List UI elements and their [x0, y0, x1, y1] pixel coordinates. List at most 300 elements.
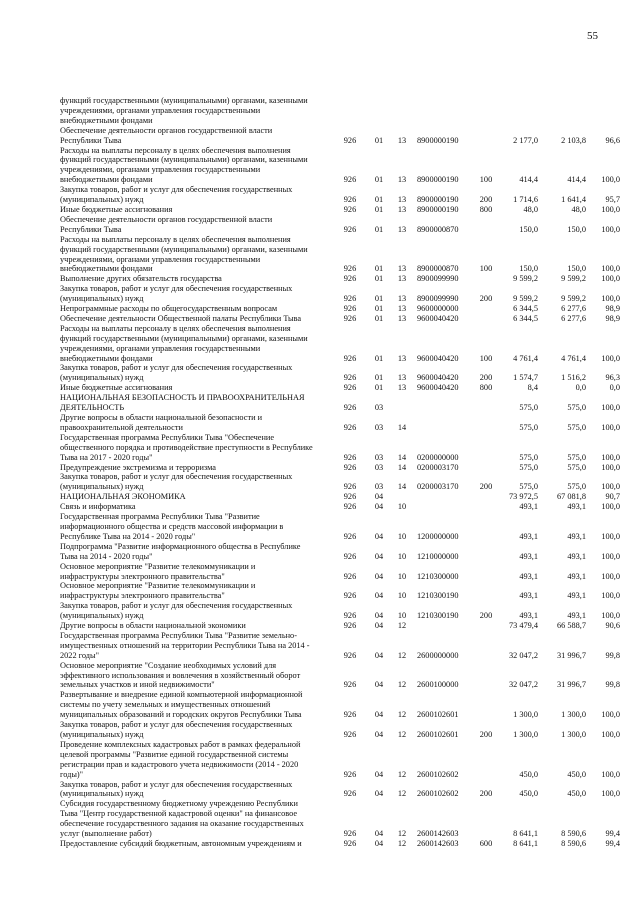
planned-amount-cell: 575,0 [519, 422, 538, 432]
execution-percent-cell: 100,0 [601, 204, 620, 214]
expense-name-cell [60, 720, 332, 740]
executed-amount-cell: 9 599,2 [561, 294, 586, 304]
expense-name-line: Государственная программа Республики Тыва "Обеспечение [60, 432, 275, 442]
expense-name-line: Закупка товаров, работ и услуг для обеспечения государственных [60, 601, 293, 611]
expense-type-cell: 100 [479, 264, 493, 274]
table-row [60, 96, 620, 126]
executed-amount-cell: 575,0 [567, 482, 586, 492]
admin-code-cell: 926 [343, 769, 357, 779]
admin-code-cell: 926 [343, 571, 357, 581]
table-row [60, 126, 620, 146]
table-row [60, 780, 620, 800]
admin-code-cell: 926 [343, 591, 357, 601]
executed-amount-cell: 1 300,0 [561, 710, 586, 720]
section-code-cell: 01 [374, 224, 384, 234]
subsection-code-cell: 12 [397, 730, 407, 739]
table-row [60, 205, 620, 215]
expense-name-cell [60, 314, 332, 324]
executed-amount-cell: 8 590,6 [561, 838, 586, 848]
expense-name-cell [60, 542, 332, 562]
planned-amount-cell: 1 300,0 [513, 730, 538, 739]
table-row [60, 393, 620, 413]
table-row [60, 740, 620, 780]
expense-type-cell: 800 [479, 383, 493, 393]
expense-name-cell [60, 463, 332, 473]
executed-amount-cell: 493,1 [567, 611, 586, 621]
target-article-cell: 0200003170 [417, 482, 459, 492]
executed-amount-cell: 575,0 [567, 462, 586, 472]
expense-name-cell [60, 363, 332, 383]
expense-name-line: Иные бюджетные ассигнования [60, 204, 173, 214]
target-article-cell: 9600040420 [417, 373, 459, 383]
execution-percent-cell: 100,0 [601, 353, 620, 363]
expense-name-cell [60, 780, 332, 800]
expense-name-line: регистрации прав и кадастрового учета недвижимости (2014 - 2020 [60, 759, 299, 769]
execution-percent-cell: 98,9 [605, 313, 620, 323]
section-code-cell: 01 [374, 175, 384, 185]
executed-amount-cell: 31 996,7 [556, 680, 586, 690]
executed-amount-cell: 575,0 [567, 422, 586, 432]
expense-name-cell [60, 393, 332, 413]
table-row [60, 562, 620, 582]
target-article-cell: 0200000000 [417, 452, 459, 462]
table-row [60, 146, 620, 186]
expense-type-cell: 200 [479, 373, 493, 383]
budget-table [60, 96, 620, 849]
table-row [60, 720, 620, 740]
section-code-cell: 04 [374, 789, 384, 799]
planned-amount-cell: 1 574,7 [513, 373, 538, 383]
executed-amount-cell: 493,1 [567, 502, 586, 512]
table-row [60, 542, 620, 562]
table-row [60, 492, 620, 502]
subsection-code-cell: 12 [397, 829, 407, 839]
admin-code-cell: 926 [343, 135, 357, 145]
planned-amount-cell: 493,1 [519, 611, 538, 621]
expense-name-cell [60, 690, 332, 720]
execution-percent-cell: 100,0 [601, 175, 620, 185]
section-code-cell: 01 [374, 195, 384, 205]
section-code-cell: 04 [374, 531, 384, 541]
target-article-cell: 9600040420 [417, 313, 459, 323]
table-row [60, 512, 620, 542]
expense-name-cell [60, 215, 332, 235]
expense-name-cell [60, 562, 332, 582]
target-article-cell: 8900000190 [417, 175, 459, 185]
execution-percent-cell: 100,0 [601, 462, 620, 472]
expense-type-cell: 100 [479, 175, 493, 185]
table-row [60, 631, 620, 661]
section-code-cell: 03 [374, 452, 384, 462]
executed-amount-cell: 6 277,6 [561, 304, 586, 314]
expense-name-cell [60, 304, 332, 314]
expense-name-line: Закупка товаров, работ и услуг для обеспечения государственных [60, 363, 293, 373]
planned-amount-cell: 575,0 [519, 452, 538, 462]
section-code-cell: 01 [374, 204, 384, 214]
planned-amount-cell: 8,4 [527, 383, 538, 393]
subsection-code-cell: 12 [397, 650, 407, 660]
expense-name-line: Тыва "Центр государственной кадастровой оценки" на финансовое [60, 809, 298, 819]
table-row [60, 314, 620, 324]
section-code-cell: 04 [374, 502, 384, 512]
expense-name-cell [60, 601, 332, 621]
expense-name-line: Закупка товаров, работ и услуг для обеспечения государственных [60, 720, 293, 730]
table-row [60, 284, 620, 304]
execution-percent-cell: 100,0 [601, 264, 620, 274]
section-code-cell: 04 [374, 571, 384, 581]
expense-name-cell [60, 799, 332, 839]
expense-name-cell [60, 383, 332, 393]
expense-name-line: Закупка товаров, работ и услуг для обеспечения государственных [60, 472, 293, 482]
expense-name-line: информационного общества и средств массовой информации в [60, 521, 284, 531]
execution-percent-cell: 100,0 [601, 482, 620, 492]
table-row [60, 383, 620, 393]
admin-code-cell: 926 [343, 611, 357, 621]
table-row [60, 463, 620, 473]
admin-code-cell: 926 [343, 304, 357, 314]
expense-name-cell [60, 413, 332, 433]
section-code-cell: 01 [374, 294, 384, 304]
section-code-cell: 01 [374, 264, 384, 274]
planned-amount-cell: 575,0 [519, 482, 538, 492]
executed-amount-cell: 48,0 [571, 204, 586, 214]
planned-amount-cell: 493,1 [519, 531, 538, 541]
expense-name-line: имущественных отношений на территории Республики Тыва на 2014 - [60, 640, 310, 650]
expense-name-line: услуг (выполнение работ) [60, 829, 152, 839]
planned-amount-cell: 493,1 [519, 571, 538, 581]
subsection-code-cell: 13 [397, 224, 407, 234]
expense-name-cell [60, 621, 332, 631]
expense-name-line: инфраструктуры электронного правительства" [60, 571, 225, 581]
subsection-code-cell: 10 [397, 611, 407, 621]
planned-amount-cell: 73 479,4 [508, 621, 538, 631]
expense-name-line: эффективного использования и вовлечения в хозяйственный оборот [60, 670, 301, 680]
section-code-cell: 04 [374, 611, 384, 621]
expense-name-line: инфраструктуры электронного правительства" [60, 591, 225, 601]
target-article-cell: 2600000000 [417, 650, 459, 660]
target-article-cell: 1200000000 [417, 531, 459, 541]
executed-amount-cell: 67 081,8 [556, 492, 586, 502]
expense-name-line: Основное мероприятие "Развитие телекоммуникации и [60, 581, 256, 591]
section-code-cell: 03 [374, 422, 384, 432]
executed-amount-cell: 66 588,7 [556, 621, 586, 631]
expense-name-line: Связь и информатика [60, 502, 136, 512]
planned-amount-cell: 414,4 [519, 175, 538, 185]
admin-code-cell: 926 [343, 422, 357, 432]
target-article-cell: 2600102601 [417, 710, 459, 720]
subsection-code-cell: 13 [397, 353, 407, 363]
planned-amount-cell: 1 300,0 [513, 710, 538, 720]
execution-percent-cell: 99,4 [605, 829, 620, 839]
expense-name-line: Основное мероприятие "Создание необходимых условий для [60, 660, 277, 670]
subsection-code-cell: 10 [397, 531, 407, 541]
admin-code-cell: 926 [343, 403, 357, 413]
execution-percent-cell: 100,0 [601, 730, 620, 739]
planned-amount-cell: 450,0 [519, 769, 538, 779]
admin-code-cell: 926 [343, 204, 357, 214]
table-row [60, 690, 620, 720]
expense-name-cell [60, 235, 332, 275]
executed-amount-cell: 8 590,6 [561, 829, 586, 839]
executed-amount-cell: 414,4 [567, 175, 586, 185]
target-article-cell: 1210300000 [417, 571, 459, 581]
subsection-code-cell: 13 [397, 204, 407, 214]
admin-code-cell: 926 [343, 621, 357, 631]
table-row [60, 185, 620, 205]
expense-name-line: Республике Тыва на 2014 - 2020 годы" [60, 531, 196, 541]
execution-percent-cell: 90,6 [605, 621, 620, 631]
planned-amount-cell: 8 641,1 [513, 829, 538, 839]
target-article-cell: 1210000000 [417, 551, 459, 561]
execution-percent-cell: 100,0 [601, 710, 620, 720]
execution-percent-cell: 100,0 [601, 224, 620, 234]
target-article-cell: 2600142603 [417, 838, 459, 848]
expense-name-line: (муниципальных) нужд [60, 195, 144, 205]
target-article-cell: 8900000870 [417, 264, 459, 274]
table-row [60, 304, 620, 314]
subsection-code-cell: 10 [397, 591, 407, 601]
section-code-cell: 01 [374, 353, 384, 363]
execution-percent-cell: 100,0 [601, 422, 620, 432]
execution-percent-cell: 100,0 [601, 274, 620, 284]
planned-amount-cell: 575,0 [519, 403, 538, 413]
expense-name-line: земельных участков и иной недвижимости" [60, 680, 215, 690]
expense-type-cell: 200 [479, 482, 493, 492]
planned-amount-cell: 1 714,6 [513, 195, 538, 205]
expense-name-line: внебюджетными фондами [60, 175, 153, 185]
subsection-code-cell: 13 [397, 135, 407, 145]
expense-name-cell [60, 146, 332, 186]
planned-amount-cell: 9 599,2 [513, 294, 538, 304]
expense-name-line: функций государственными (муниципальными) органами, казенными [60, 96, 308, 105]
execution-percent-cell: 100,0 [601, 769, 620, 779]
subsection-code-cell: 13 [397, 264, 407, 274]
planned-amount-cell: 4 761,4 [513, 353, 538, 363]
target-article-cell: 8900000870 [417, 224, 459, 234]
admin-code-cell: 926 [343, 274, 357, 284]
expense-name-line: Подпрограмма "Развитие информационного общества в Республике [60, 541, 301, 551]
expense-name-line: функций государственными (муниципальными) органами, казенными [60, 333, 308, 343]
section-code-cell: 03 [374, 403, 384, 413]
execution-percent-cell: 0,0 [609, 383, 620, 393]
execution-percent-cell: 100,0 [601, 571, 620, 581]
expense-name-line: Расходы на выплаты персоналу в целях обеспечения выполнения [60, 234, 291, 244]
target-article-cell: 9600040420 [417, 383, 459, 393]
expense-name-line: Субсидия государственному бюджетному учреждению Республики [60, 799, 298, 809]
section-code-cell: 04 [374, 650, 384, 660]
section-code-cell: 04 [374, 710, 384, 720]
execution-percent-cell: 96,3 [605, 373, 620, 383]
execution-percent-cell: 99,4 [605, 838, 620, 848]
expense-name-line: Закупка товаров, работ и услуг для обеспечения государственных [60, 779, 293, 789]
expense-name-line: Государственная программа Республики Тыва "Развитие [60, 512, 260, 522]
expense-name-line: Другие вопросы в области национальной экономики [60, 621, 246, 631]
expense-name-cell [60, 661, 332, 691]
expense-name-line: общественного порядка и противодействие преступности в Республике [60, 442, 313, 452]
section-code-cell: 04 [374, 730, 384, 739]
expense-name-line: Обеспечение деятельности органов государственной власти [60, 125, 273, 135]
expense-name-line: НАЦИОНАЛЬНАЯ БЕЗОПАСНОСТЬ И ПРАВООХРАНИТЕЛЬНАЯ [60, 393, 305, 403]
expense-name-line: внебюджетными фондами [60, 353, 153, 363]
section-code-cell: 01 [374, 383, 384, 393]
execution-percent-cell: 95,7 [605, 195, 620, 205]
admin-code-cell: 926 [343, 789, 357, 799]
admin-code-cell: 926 [343, 502, 357, 512]
subsection-code-cell: 13 [397, 175, 407, 185]
section-code-cell: 01 [374, 373, 384, 383]
admin-code-cell: 926 [343, 224, 357, 234]
admin-code-cell: 926 [343, 531, 357, 541]
admin-code-cell: 926 [343, 294, 357, 304]
executed-amount-cell: 575,0 [567, 452, 586, 462]
target-article-cell: 2600102602 [417, 789, 459, 799]
planned-amount-cell: 48,0 [523, 204, 538, 214]
admin-code-cell: 926 [343, 383, 357, 393]
expense-name-cell [60, 96, 332, 126]
expense-name-line: (муниципальных) нужд [60, 789, 144, 799]
expense-name-line: учреждениями, органами управления государственными [60, 343, 261, 353]
expense-name-line: Проведение комплексных кадастровых работ в рамках федеральной [60, 739, 301, 749]
section-code-cell: 01 [374, 313, 384, 323]
expense-name-line: НАЦИОНАЛЬНАЯ ЭКОНОМИКА [60, 492, 186, 502]
expense-name-line: целевой программы "Развитие единой государственной системы [60, 749, 289, 759]
admin-code-cell: 926 [343, 730, 357, 739]
expense-name-line: (муниципальных) нужд [60, 294, 144, 304]
expense-name-cell [60, 205, 332, 215]
expense-type-cell: 200 [479, 195, 493, 205]
expense-name-cell [60, 581, 332, 601]
execution-percent-cell: 99,8 [605, 680, 620, 690]
admin-code-cell: 926 [343, 264, 357, 274]
expense-name-line: Непрограммные расходы по общегосударственным вопросам [60, 304, 278, 314]
executed-amount-cell: 31 996,7 [556, 650, 586, 660]
executed-amount-cell: 450,0 [567, 769, 586, 779]
executed-amount-cell: 1 300,0 [561, 730, 586, 739]
execution-percent-cell: 100,0 [601, 789, 620, 799]
section-code-cell: 04 [374, 829, 384, 839]
expense-name-line: Предупреждение экстремизма и терроризма [60, 462, 216, 472]
table-row [60, 581, 620, 601]
subsection-code-cell: 13 [397, 274, 407, 284]
admin-code-cell: 926 [343, 829, 357, 839]
expense-name-line: учреждениями, органами управления государственными [60, 105, 261, 115]
expense-name-cell [60, 512, 332, 542]
expense-name-line: системы по учету земельных и имущественных отношений [60, 700, 271, 710]
subsection-code-cell: 13 [397, 195, 407, 205]
expense-type-cell: 200 [479, 611, 493, 621]
expense-name-line: правоохранительной деятельности [60, 422, 183, 432]
expense-name-cell [60, 472, 332, 492]
target-article-cell: 8900000190 [417, 135, 459, 145]
planned-amount-cell: 73 972,5 [508, 492, 538, 502]
table-row [60, 839, 620, 849]
planned-amount-cell: 9 599,2 [513, 274, 538, 284]
subsection-code-cell: 13 [397, 304, 407, 314]
expense-name-line: Расходы на выплаты персоналу в целях обеспечения выполнения [60, 323, 291, 333]
executed-amount-cell: 150,0 [567, 224, 586, 234]
expense-type-cell: 100 [479, 353, 493, 363]
execution-percent-cell: 90,7 [605, 492, 620, 502]
planned-amount-cell: 6 344,5 [513, 304, 538, 314]
executed-amount-cell: 4 761,4 [561, 353, 586, 363]
execution-percent-cell: 98,9 [605, 304, 620, 314]
expense-name-line: Государственная программа Республики Тыва "Развитие земельно- [60, 630, 297, 640]
expense-name-line: Закупка товаров, работ и услуг для обеспечения государственных [60, 185, 293, 195]
section-code-cell: 03 [374, 482, 384, 492]
subsection-code-cell: 10 [397, 502, 407, 512]
admin-code-cell: 926 [343, 551, 357, 561]
expense-name-cell [60, 839, 332, 849]
executed-amount-cell: 493,1 [567, 591, 586, 601]
execution-percent-cell: 96,6 [605, 135, 620, 145]
section-code-cell: 04 [374, 680, 384, 690]
expense-type-cell: 200 [479, 294, 493, 304]
admin-code-cell: 926 [343, 482, 357, 492]
admin-code-cell: 926 [343, 650, 357, 660]
target-article-cell: 2600102602 [417, 769, 459, 779]
admin-code-cell: 926 [343, 492, 357, 502]
expense-type-cell: 800 [479, 204, 493, 214]
page-number: 55 [587, 30, 598, 42]
subsection-code-cell: 12 [397, 621, 407, 631]
subsection-code-cell: 10 [397, 551, 407, 561]
executed-amount-cell: 2 103,8 [561, 135, 586, 145]
expense-name-line: Основное мероприятие "Развитие телекоммуникации и [60, 561, 256, 571]
expense-name-line: Развертывание и внедрение единой компьютерной информационной [60, 690, 303, 700]
subsection-code-cell: 12 [397, 710, 407, 720]
expense-name-line: учреждениями, органами управления государственными [60, 254, 261, 264]
execution-percent-cell: 100,0 [601, 294, 620, 304]
planned-amount-cell: 32 047,2 [508, 680, 538, 690]
subsection-code-cell: 14 [397, 462, 407, 472]
planned-amount-cell: 493,1 [519, 591, 538, 601]
table-row [60, 413, 620, 433]
expense-name-line: Обеспечение деятельности Общественной палаты Республики Тыва [60, 313, 302, 323]
planned-amount-cell: 493,1 [519, 551, 538, 561]
target-article-cell: 9600040420 [417, 353, 459, 363]
section-code-cell: 01 [374, 304, 384, 314]
execution-percent-cell: 99,8 [605, 650, 620, 660]
subsection-code-cell: 10 [397, 571, 407, 581]
admin-code-cell: 926 [343, 462, 357, 472]
admin-code-cell: 926 [343, 680, 357, 690]
target-article-cell: 8900000190 [417, 204, 459, 214]
table-row [60, 215, 620, 235]
subsection-code-cell: 12 [397, 769, 407, 779]
target-article-cell: 2600142603 [417, 829, 459, 839]
admin-code-cell: 926 [343, 452, 357, 462]
expense-name-cell [60, 274, 332, 284]
planned-amount-cell: 32 047,2 [508, 650, 538, 660]
executed-amount-cell: 1 641,4 [561, 195, 586, 205]
execution-percent-cell: 100,0 [601, 591, 620, 601]
executed-amount-cell: 0,0 [575, 383, 586, 393]
expense-name-cell [60, 740, 332, 780]
expense-name-line: внебюджетными фондами [60, 264, 153, 274]
expense-name-cell [60, 502, 332, 512]
expense-name-cell [60, 492, 332, 502]
target-article-cell: 2600100000 [417, 680, 459, 690]
expense-name-line: (муниципальных) нужд [60, 482, 144, 492]
subsection-code-cell: 13 [397, 313, 407, 323]
expense-name-line: Расходы на выплаты персоналу в целях обеспечения выполнения [60, 145, 291, 155]
planned-amount-cell: 575,0 [519, 462, 538, 472]
expense-name-line: Закупка товаров, работ и услуг для обеспечения государственных [60, 284, 293, 294]
executed-amount-cell: 1 516,2 [561, 373, 586, 383]
expense-name-cell [60, 126, 332, 146]
subsection-code-cell: 12 [397, 789, 407, 799]
expense-name-line: Предоставление субсидий бюджетным, автономным учреждениям и [60, 838, 302, 848]
